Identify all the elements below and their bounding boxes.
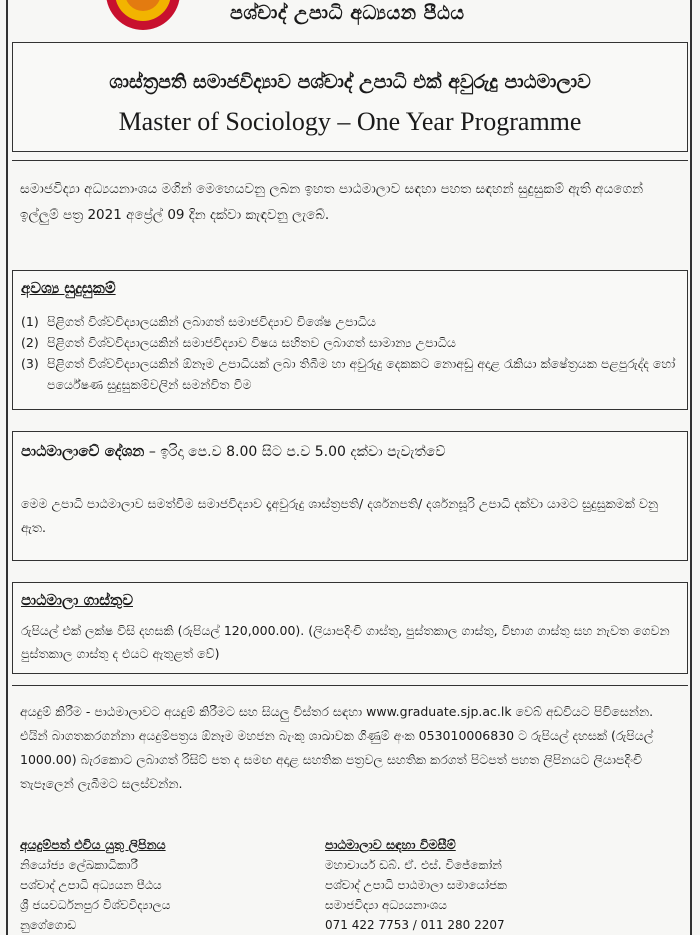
fee-box [12,582,688,674]
programme-title-english: Master of Sociology – One Year Programme [118,107,582,136]
requirements-list [21,311,679,395]
requirement-number: (1) [21,314,39,329]
contact-phone: 071 422 7753 / 011 280 2207 [325,918,505,932]
requirement-number: (3) [21,356,39,371]
lectures-heading: පාඨමාලාවේ දේශන [21,442,145,460]
requirement-item [21,332,679,353]
address-line: ශ්‍රී ජයවර්ධනපුර විශ්වවිද්‍යාලය [20,898,171,912]
requirements-box [12,270,688,410]
requirement-text: පිළිගත් විශ්වවිද්‍යාලයකින් ඕනෑම උපාධියක් ලබා තිබීම හා අවුරුදු දෙකකට නොඅඩු අදාළ රැකියා ක්ෂේත්‍රයක පළපුරුද්ද හෝ පර්යේෂණ සුදුසුකම්වලින් සමන්විත වීම [47,356,676,392]
programme-title-sinhala: ශාස්ත්‍රපති සමාජවිද්‍යාව පශ්චාද් උපාධි එක් අවුරුදු පාඨමාලාව [109,71,591,93]
title-box [12,42,688,152]
lectures-line [21,442,445,460]
requirement-text: පිළිගත් විශ්වවිද්‍යාලයකින් ලබාගත් සමාජවිද්‍යාව විශේෂ උපාධිය [47,314,376,329]
application-instructions: අයදුම් කිරීම - පාඨමාලාවට අයදුම් කිරීමට සහ සියලු විස්තර සඳහා www.graduate.sjp.ac.lk වෙබ් අඩවියට පිවිසෙන්න. එයින් බාගතකරගන්නා අයදුම්පත්‍රය ඕනෑම මහජන බැංකු ශාඛාවක ගිණුම් අංක 053010006830 ට රුපියල් දහසක් (රුපියල් 1000.00) බැරකොට ලබාගත් රිසිට් පත ද සමඟ අදාළ සහතික පත්‍රවල සහතික කරගත් පිටපත් පහත ලිපිනයට ලියාපදිංචි තැපෑලෙන් ලැබීමට සලස්වන්න. [20,704,654,791]
mailing-address-heading: අයදුම්පත් එවිය යුතු ලිපිනය [20,837,166,852]
lectures-note: මෙම උපාධි පාඨමාලාව සමත්වීම සමාජවිද්‍යාව දෑඅවුරුදු ශාස්ත්‍රපති/ දර්ශනපති/ දර්ශනසූරි උපාධි දක්වා යාමට සුදුසුකමක් වනු ඇත. [21,496,658,535]
fee-text: රුපියල් එක් ලක්ෂ විසි දහසකි (රුපියල් 120,000.00). (ලියාපදිංචි ගාස්තු, පුස්තකාල ගාස්තු, විභාග ගාස්තු සහ නැවත ගෙවන පුස්තකාල ගාස්තු ද එයට ඇතුළත් වේ) [21,623,670,661]
contact-line: සමාජවිද්‍යා අධ්‍යයනාංශය [325,898,447,912]
divider [12,685,688,686]
requirement-item [21,353,679,395]
contact-line: මහාචාර්ය ඩබ්. ඒ. එස්. විජේකෝන් [325,858,502,872]
faculty-name: පශ්චාද් උපාධි අධ්‍යයන පීඨය [230,2,465,24]
lectures-box [12,431,688,561]
university-logo [104,0,182,32]
contact-line: පශ්චාද් උපාධි පාඨමාලා සමායෝජක [325,878,507,892]
requirement-item [21,311,679,332]
inquiries-heading: පාඨමාලාව සඳහා විමසීම් [325,837,456,852]
inquiries-contact [325,835,507,935]
address-line: නුගේගොඩ [20,918,77,932]
address-line: පශ්චාද් උපාධි අධ්‍යයන පීඨය [20,878,162,892]
lectures-schedule: – ඉරිදා පෙ.ව 8.00 සිට ප.ව 5.00 දක්වා පැවැත්වේ [148,444,446,460]
fee-heading: පාඨමාලා ගාස්තුව [21,591,133,609]
requirement-text: පිළිගත් විශ්වවිද්‍යාලයකින් සමාජවිද්‍යාව විෂය සහිතව ලබාගත් සාමාන්‍ය උපාධිය [47,335,456,350]
requirements-heading: අවශ්‍ය සුදුසුකම් [21,279,116,297]
intro-paragraph: සමාජවිද්‍යා අධ්‍යයනාංශය මගින් මෙහෙයවනු ලබන ඉහත පාඨමාලාව සඳහා පහත සඳහන් සුදුසුකම් ඇති අයගෙන් ඉල්ලුම් පත්‍ර 2021 අප්‍රේල් 09 දින දක්වා කැඳවනු ලැබේ. [20,181,644,223]
mailing-address [20,835,170,935]
requirement-number: (2) [21,335,39,350]
divider [12,160,688,161]
address-line: නියෝජ්‍ය ලේඛකාධිකාරී [20,858,138,872]
